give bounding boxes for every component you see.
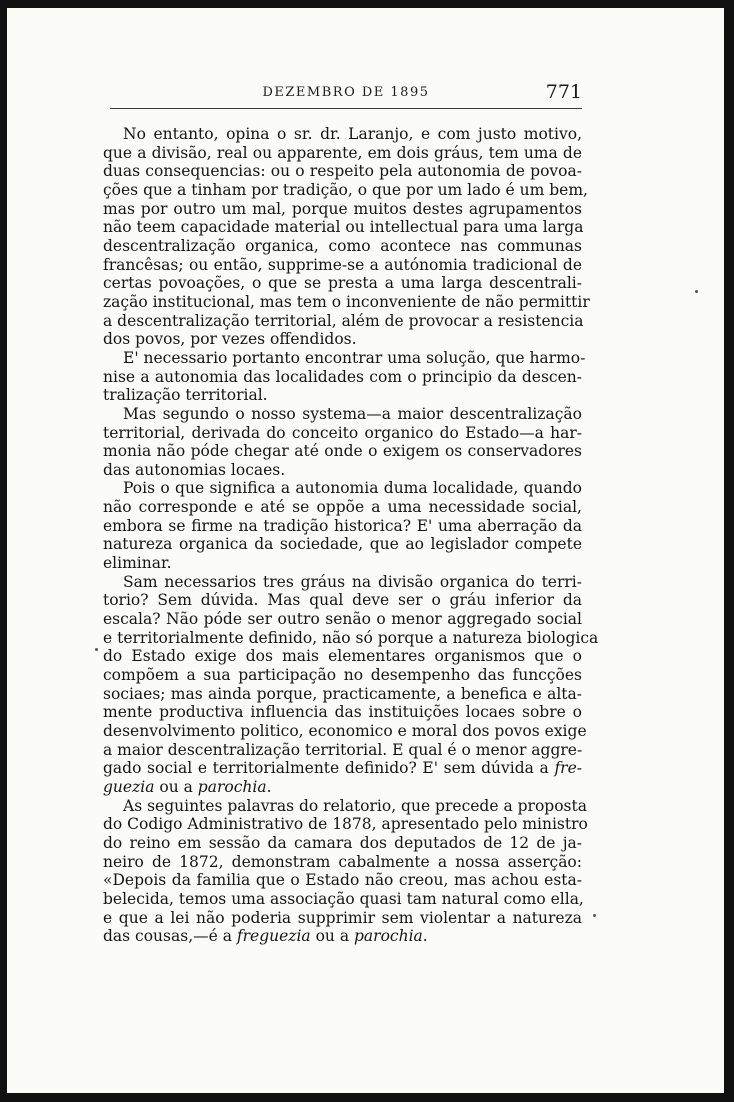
text-line: compõem a sua participação no desempenho das funcções — [103, 666, 582, 685]
text-line: «Depois da familia que o Estado não creou, mas achou esta- — [103, 871, 582, 890]
text-line: eliminar. — [103, 554, 172, 573]
text-line: No entanto, opina o sr. dr. Laranjo, e com justo motivo, — [123, 125, 582, 143]
body-text — [103, 125, 599, 946]
text-line: mente productiva influencia das instituições locaes sobre o — [103, 703, 582, 722]
text-line: duas consequencias: ou o respeito pela autonomia de povoa- — [103, 162, 582, 181]
text-line: territorial, derivada do conceito organico do Estado—a har- — [103, 423, 582, 442]
text-line: do Estado exige dos mais elementares organismos que o — [103, 647, 582, 666]
italic-word: parochia — [197, 777, 267, 796]
text-line: do reino em sessão da camara dos deputados de 12 de ja- — [103, 833, 582, 852]
paragraph-5 — [103, 572, 599, 797]
text-line — [103, 927, 582, 946]
paragraph-6 — [103, 796, 588, 946]
text-line: Sam necessarios tres gráus na divisão organica do terri- — [123, 572, 582, 591]
text-line: embora se firme na tradição historica? E' uma aberração da — [103, 516, 582, 535]
paper-speck — [593, 914, 596, 917]
paragraph-3 — [103, 405, 582, 480]
text-line: ções que a tinham por tradição, o que por um lado é um bem, — [103, 180, 588, 199]
text-line: não teem capacidade material ou intellectual para uma larga — [103, 218, 584, 237]
text-line: e que a lei não poderia supprimir sem violentar a natureza — [103, 908, 582, 927]
text-line: a descentralização territorial, além de provocar a resistencia — [103, 311, 584, 330]
text-line — [103, 778, 582, 797]
text-line: a maior descentralização territorial. E qual é o menor aggre- — [103, 740, 583, 759]
text-line — [103, 759, 582, 778]
italic-word: parochia — [354, 927, 423, 946]
text-line: não corresponde e até se oppõe a uma necessidade social, — [103, 498, 582, 517]
header-rule — [110, 108, 582, 109]
text-line: dos povos, por vezes offendidos. — [103, 330, 357, 349]
text-line: Pois o que significa a autonomia duma localidade, quando — [123, 479, 582, 498]
text-line: As seguintes palavras do relatorio, que precede a proposta — [123, 796, 587, 815]
text-segment: das cousas,—é a — [103, 927, 237, 946]
text-segment: ou a — [154, 777, 198, 796]
text-line: torio? Sem dúvida. Mas qual deve ser o gráu inferior da — [103, 591, 582, 610]
text-line: escala? Não póde ser outro senão o menor aggregado social — [103, 610, 582, 629]
text-line: zação institucional, mas tem o inconveniente de não permittir — [103, 292, 590, 311]
text-line: descentralização organica, como acontece nas communas — [103, 236, 582, 255]
italic-word: guezia — [103, 777, 155, 796]
text-line: certas povoações, o que se presta a uma larga descentrali- — [103, 274, 582, 293]
paragraph-1 — [103, 125, 590, 349]
text-segment: gado social e territorialmente definido? E' sem dúvida a — [103, 759, 555, 778]
text-line: nise a autonomia das localidades com o principio da descen- — [103, 367, 582, 386]
text-segment: ou a — [310, 927, 354, 946]
text-line: e territorialmente definido, não só porque a natureza biologica — [103, 628, 599, 647]
paper-speck — [695, 290, 698, 293]
text-segment: . — [422, 927, 428, 946]
paragraph-2 — [103, 348, 586, 405]
paper-speck — [95, 648, 98, 651]
text-line: que a divisão, real ou apparente, em dois gráus, tem uma de — [103, 143, 582, 162]
italic-word: fre- — [554, 759, 582, 778]
text-line: E' necessario portanto encontrar uma solução, que harmo- — [123, 348, 586, 367]
text-line: tralização territorial. — [103, 386, 268, 405]
text-line: natureza organica da sociedade, que ao legislador compete — [103, 535, 582, 554]
text-line: mas por outro um mal, porque muitos destes agrupamentos — [103, 199, 582, 218]
italic-word: freguezia — [236, 927, 311, 946]
text-line: do Codigo Administrativo de 1878, apresentado pelo ministro — [103, 815, 588, 834]
book-page — [7, 8, 724, 1093]
text-line: Mas segundo o nosso systema—a maior descentralização — [123, 404, 582, 423]
page-header — [110, 81, 582, 107]
running-title: DEZEMBRO DE 1895 — [262, 85, 430, 100]
paragraph-4 — [103, 479, 582, 572]
text-line: belecida, temos uma associação quasi tam natural como ella, — [103, 889, 584, 908]
text-line: monia não póde chegar até onde o exigem os conservadores — [103, 442, 582, 461]
text-line: das autonomias locaes. — [103, 460, 286, 479]
text-line: francêsas; ou então, supprime-se a autónomia tradicional de — [103, 255, 582, 274]
text-segment: . — [266, 777, 272, 796]
text-line: sociaes; mas ainda porque, practicamente, a benefica e alta- — [103, 684, 582, 703]
text-line: desenvolvimento politico, economico e moral dos povos exige — [103, 722, 587, 740]
page-number: 771 — [545, 81, 582, 103]
text-line: neiro de 1872, demonstram cabalmente a nossa asserção: — [103, 852, 582, 871]
